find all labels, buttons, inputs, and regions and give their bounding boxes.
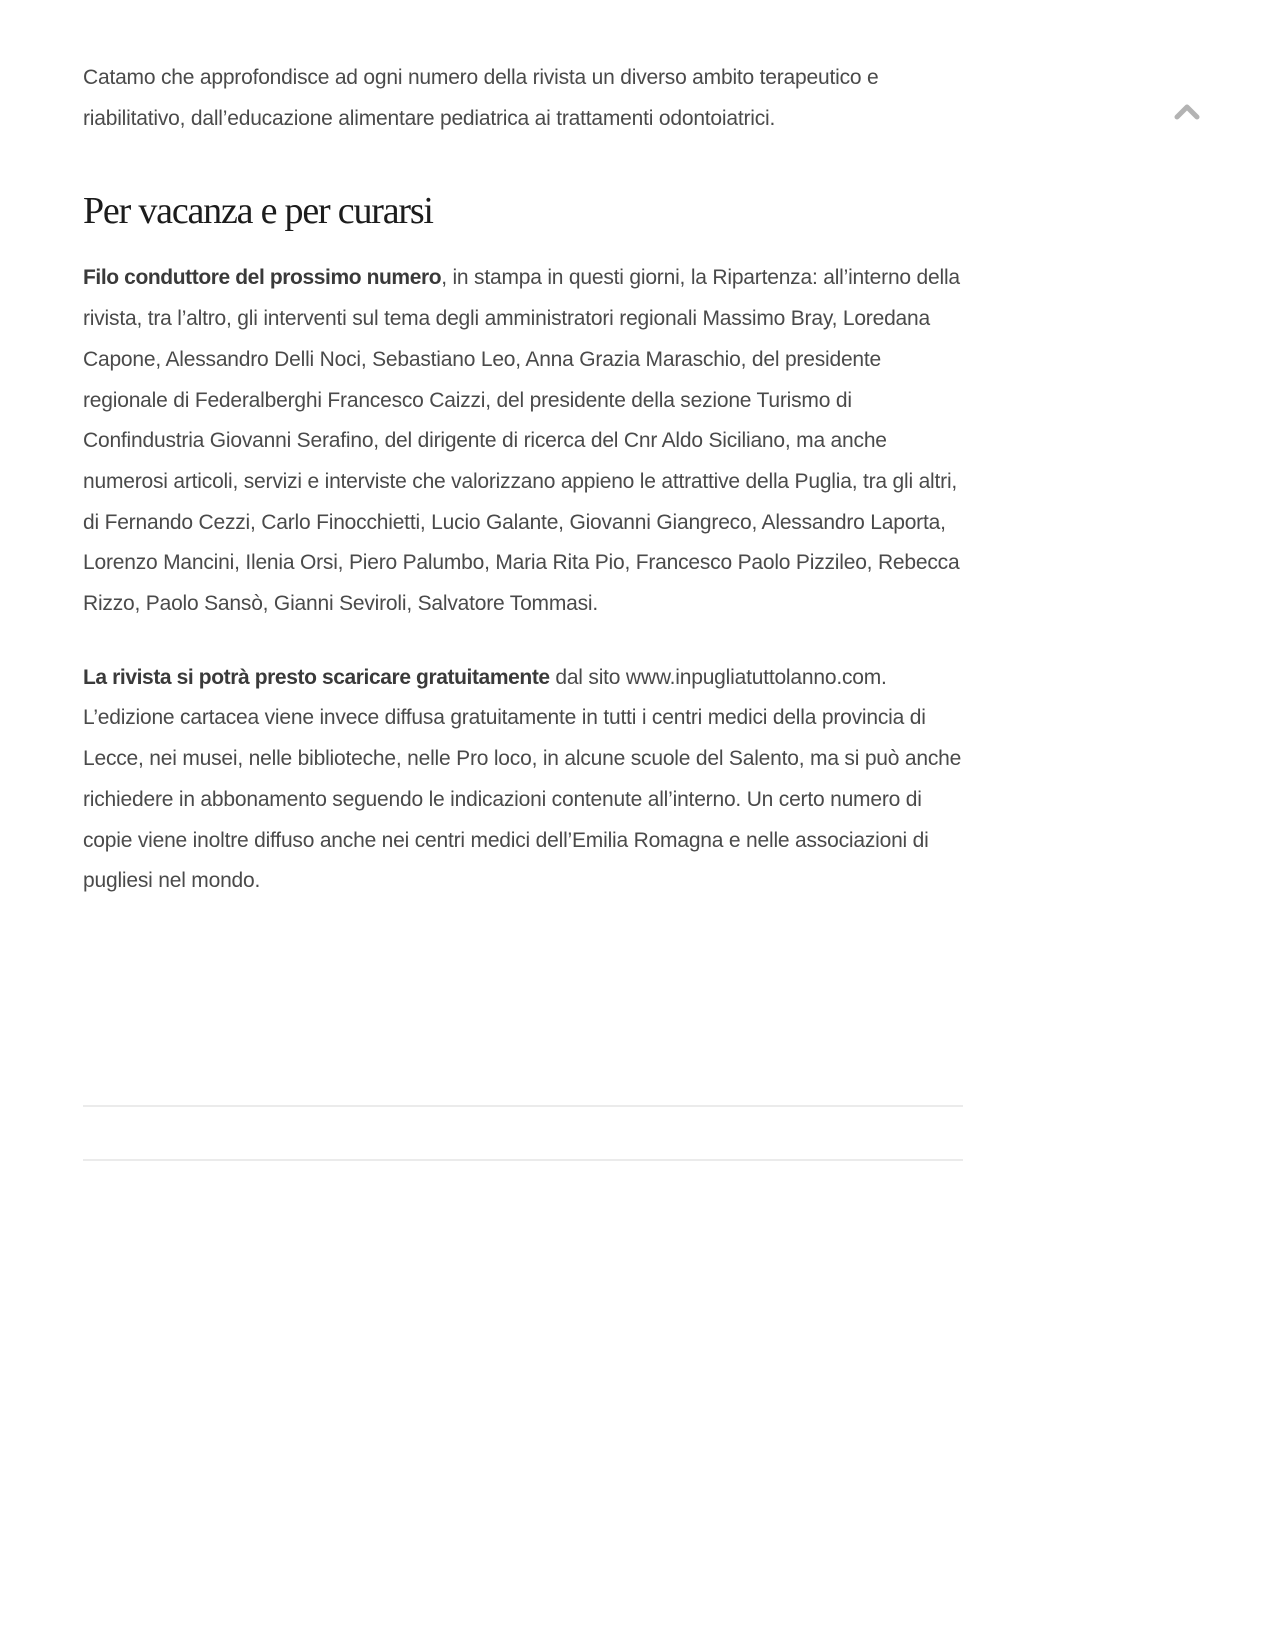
divider: [83, 1105, 963, 1107]
paragraph-text: , in stampa in questi giorni, la Ripartenza: all’interno della rivista, tra l’altro, gli interventi sul tema degli amministratori regionali Massimo Bray, Loredana Capone, Alessandro Delli Noci, Sebastiano Leo, Anna Grazia Maraschio, del presidente regionale di Federalberghi Francesco Caizzi, del presidente della sezione Turismo di Confindustria Giovanni Serafino, del dirigente di ricerca del Cnr Aldo Siciliano, ma anche numerosi articoli, servizi e interviste che valorizzano appieno le attrattive della Puglia, tra gli altri, di Fernando Cezzi, Carlo Finocchietti, Lucio Galante, Giovanni Giangreco, Alessandro Laporta, Lorenzo Mancini, Ilenia Orsi, Piero Palumbo, Maria Rita Pio, Francesco Paolo Pizzileo, Rebecca Rizzo, Paolo Sansò, Gianni Seviroli, Salvatore Tommasi.: [83, 266, 960, 616]
paragraph-filo-conduttore: [83, 258, 963, 624]
article-body: [83, 58, 963, 902]
divider: [83, 1159, 963, 1161]
paragraph-lead-bold: La rivista si potrà presto scaricare gratuitamente: [83, 665, 550, 689]
chevron-up-icon: [1172, 99, 1202, 125]
paragraph-download: [83, 658, 963, 902]
paragraph-lead-bold: Filo conduttore del prossimo numero: [83, 266, 442, 290]
paragraph-text: dal sito www.inpugliatuttolanno.com. L’edizione cartacea viene invece diffusa gratuitamente in tutti i centri medici della provincia di Lecce, nei musei, nelle biblioteche, nelle Pro loco, in alcune scuole del Salento, ma si può anche richiedere in abbonamento seguendo le indicazioni contenute all’interno. Un certo numero di copie viene inoltre diffuso anche nei centri medici dell’Emilia Romagna e nelle associazioni di pugliesi nel mondo.: [83, 665, 962, 893]
section-heading: Per vacanza e per curarsi: [83, 190, 433, 233]
scroll-to-top-button[interactable]: [1172, 99, 1202, 125]
intro-paragraph: Catamo che approfondisce ad ogni numero della rivista un diverso ambito terapeutico e riabilitativo, dall’educazione alimentare pediatrica ai trattamenti odontoiatrici.: [83, 66, 879, 130]
